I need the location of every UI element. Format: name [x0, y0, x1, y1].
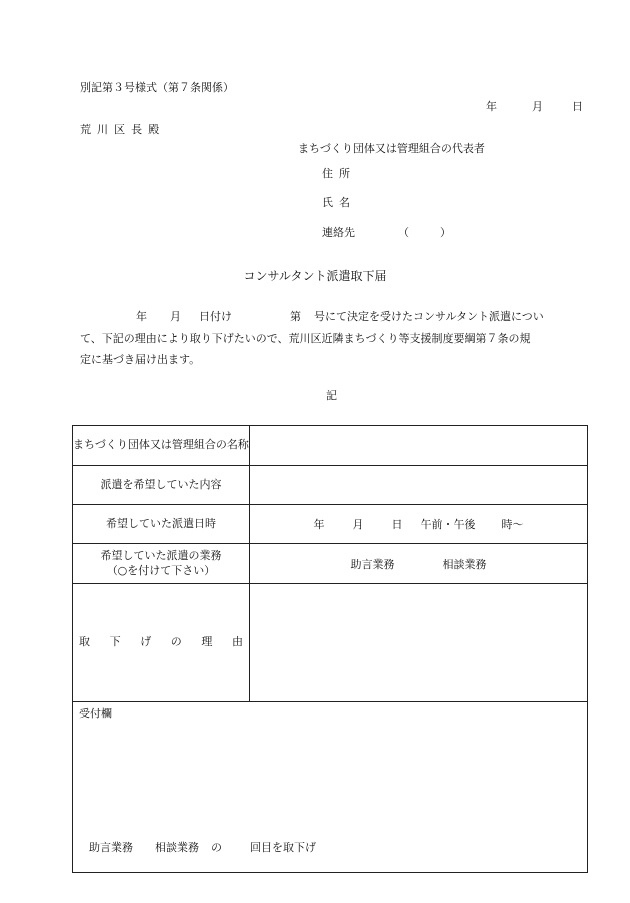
reason-char-1: 取 — [79, 635, 90, 649]
reason-char-2: 下 — [109, 635, 121, 649]
reception-work-advice: 助言業務 — [89, 841, 133, 854]
withdrawal-table — [72, 425, 588, 873]
reason-char-3: げ — [140, 635, 152, 649]
body-line-3: 定に基づき届け出ます。 — [80, 353, 201, 366]
dispatch-time: 時～ — [501, 518, 524, 531]
reception-work-consult: 相談業務 — [155, 841, 199, 854]
document-title: コンサルタント派遣取下届 — [243, 269, 387, 283]
reception-box — [73, 702, 588, 873]
dispatch-month: 月 — [352, 518, 364, 531]
body-day: 日付け — [199, 310, 232, 323]
work-option-advice[interactable]: 助言業務 — [350, 557, 395, 571]
reason-char-6: 由 — [231, 635, 243, 649]
dispatch-day: 日 — [391, 518, 403, 531]
ki-heading: 記 — [326, 389, 337, 402]
date-year: 年 — [486, 100, 497, 113]
contact-paren-open: （ — [398, 226, 409, 239]
dispatch-ampm: 午前・午後 — [420, 518, 476, 531]
dispatch-date-field[interactable] — [250, 505, 588, 544]
body-year: 年 — [136, 310, 147, 323]
reason-field[interactable] — [250, 584, 588, 702]
reception-label: 受付欄 — [79, 707, 112, 720]
work-label — [73, 544, 250, 584]
address-label: 住所 — [322, 167, 357, 180]
reception-footer — [89, 842, 316, 853]
date-label: 希望していた派遣日時 — [73, 505, 250, 544]
dispatch-year: 年 — [313, 518, 325, 531]
group-name-field[interactable] — [250, 426, 588, 466]
work-option-consult[interactable]: 相談業務 — [442, 557, 487, 571]
work-options — [250, 544, 588, 584]
group-name-label: まちづくり団体又は管理組合の名称 — [73, 426, 250, 466]
body-no: 第 — [290, 310, 301, 323]
body-rest: 号にて決定を受けたコンサルタント派遣につい — [314, 310, 544, 323]
applicant-header: まちづくり団体又は管理組合の代表者 — [298, 142, 485, 155]
reception-count: 回目を取下げ — [250, 841, 316, 854]
body-line-2: て、下記の理由により取り下げたいので、荒川区近隣まちづくり等支援制度要綱第７条の規 — [80, 332, 531, 345]
addressee: 荒川区長殿 — [80, 123, 166, 136]
contact-label: 連絡先 — [322, 226, 355, 239]
content-field[interactable] — [250, 466, 588, 505]
date-day: 日 — [572, 100, 583, 113]
date-month: 月 — [532, 100, 543, 113]
contact-paren-close: ） — [440, 226, 451, 239]
name-label: 氏名 — [322, 196, 357, 209]
body-month: 月 — [170, 310, 181, 323]
reason-char-4: の — [170, 635, 182, 649]
form-id: 別記第３号様式（第７条関係） — [80, 81, 234, 94]
reason-label — [73, 584, 250, 702]
work-label-note: （○を付けて下さい） — [106, 563, 216, 577]
work-label-main: 希望していた派遣の業務 — [100, 549, 222, 563]
reception-no: の — [211, 841, 222, 854]
content-label: 派遣を希望していた内容 — [73, 466, 250, 505]
reason-char-5: 理 — [201, 635, 213, 649]
